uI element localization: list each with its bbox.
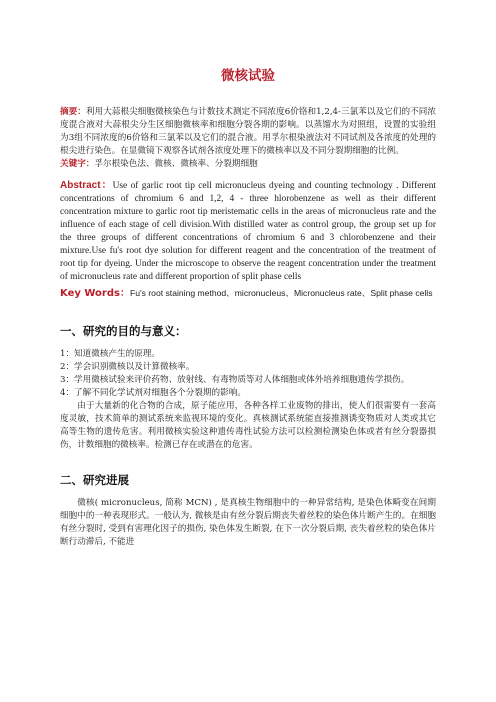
section2-heading: 二、研究进展 (60, 473, 129, 487)
list-item: 3：学用微核试验来评价药物、放射线、有毒物质等对人体细胞或体外培养细胞遗传学损伤。 (60, 375, 410, 385)
abstract-cn-text: 利用大蒜根尖细胞微核染色与计数技术测定不同浓度6价铬和1,2,4-三氯苯以及它们的不同浓度混合液对大蒜根尖分生区细胞微核率和细胞分裂各期的影响。以蒸馏水为对照组，设置的实验组为3组不同浓度的6价铬和三氯苯以及它们的混合液。用孚尔根染液法对不同试剂及各浓度的处理的根尖进行染色。在显微镜下观察各试剂各浓度处理下的微核率以及不同分裂期细胞的比例。 (60, 107, 436, 156)
keywords-cn-text: 孚尔根染色法、微核、微核率、分裂期细胞 (94, 159, 258, 169)
abstract-en-text: Use of garlic root tip cell micronucleus dyeing and counting technology . Different concentrations of chromium 6 and 1,2, 4 - three hlorobenzene as well as their different concentration mixture to garlic root tip meristematic cells in the areas of micronucleus rate and the influence of each stage of cell division.With distilled water as control group, the group set up for the three groups of different concentrations of chromium 6 and 3 chlorobenzene and their mixture.Use fu's root dye solution for different reagent and the concentration of the treatment of root tip for dyeing. Under the microscope to observe the reagent concentration under the treatment of micronucleus rate and different proportion of split phase cells (60, 181, 436, 282)
keywords-cn (60, 158, 436, 171)
keywords-en (60, 286, 436, 301)
abstract-cn (60, 106, 436, 158)
list-item: 1：知道微核产生的原理。 (60, 349, 160, 359)
keywords-en-label: Key Words： (60, 288, 130, 299)
abstract-en-label: Abstract： (60, 180, 113, 191)
keywords-en-text: Fu's root staining method、micronucleus、Micronucleus rate、Split phase cells (129, 288, 433, 298)
list-item: 2：学会识别微核以及计算微核率。 (60, 362, 195, 372)
section2-paragraph: 微核( micronucleus, 简称 MCN) , 是真核生物细胞中的一种异常结构, 是染色体畸变在间期细胞中的一种表现形式。一般认为, 微核是由有丝分裂后期丧失着丝粒的染色体片断产生的。在细胞有丝分裂时, 受到有害理化因子的损伤, 染色体发生断裂, 在下一次分裂后期, 丧失着丝粒的染色体片断行动滞后, 不能进 (60, 498, 436, 547)
list-item: 4：了解不同化学试剂对细胞各个分裂期的影响。 (60, 388, 246, 398)
abstract-cn-label: 摘要： (60, 107, 86, 117)
section1-paragraph: 由于大量新的化合物的合成，原子能应用，各种各样工业废物的排出，使人们很需要有一套高度灵敏，技术简单的测试系统来监视环境的变化。真核测试系统能直接推测诱变物质对人类或其它高等生物的遗传危害。利用微核实验这种遗传毒性试验方法可以检测检测染色体或者有丝分裂器损伤，计数细胞的微核率。检测已存在或潜在的危害。 (60, 401, 436, 450)
keywords-cn-label: 关键字： (60, 159, 95, 169)
abstract-en (60, 179, 436, 284)
section1-heading: 一、研究的目的与意义： (60, 324, 187, 338)
page-title: 微核试验 (221, 68, 275, 84)
